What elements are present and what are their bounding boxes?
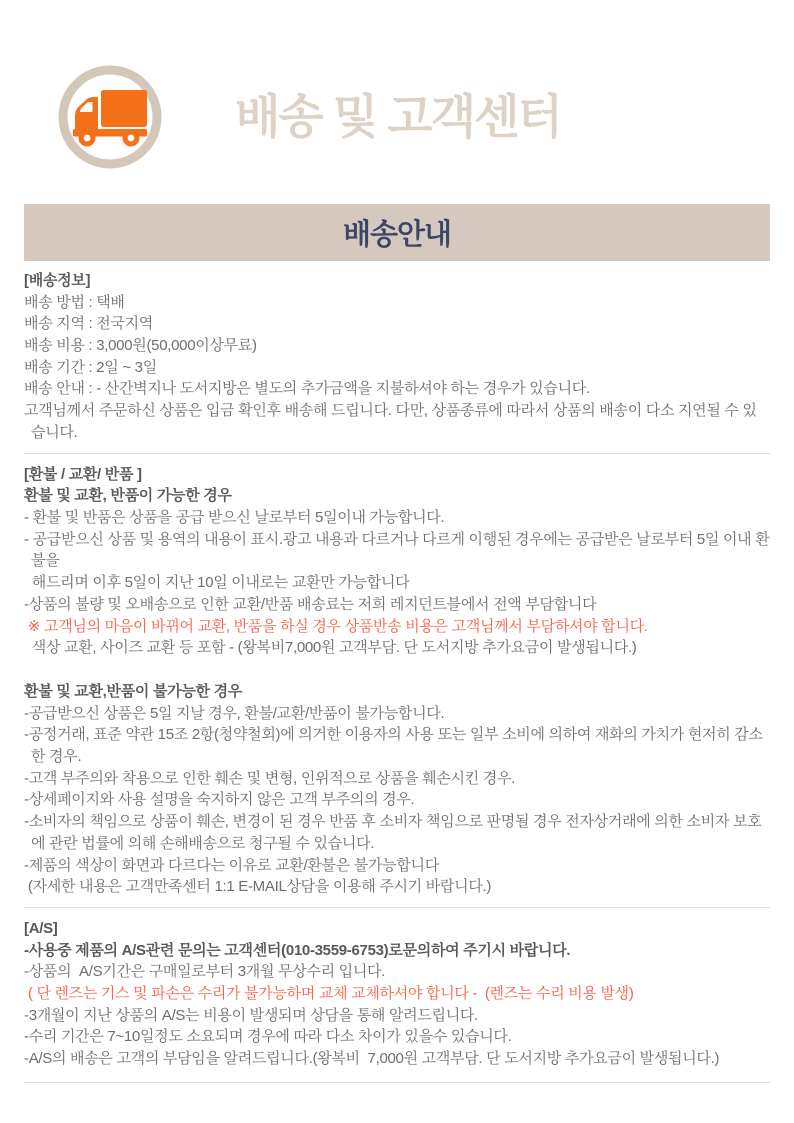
text-line: -공정거래, 표준 약관 15조 2항(청약철회)에 의거한 이용자의 사용 또는 일부 소비에 의하여 재화의 가치가 현저히 감소한 경우. — [24, 726, 763, 766]
text-line: -공급받으신 상품은 5일 지날 경우, 환불/교환/반품이 불가능합니다. — [24, 704, 445, 722]
text-line: -소비자의 책임으로 상품이 훼손, 변경이 된 경우 반품 후 소비자 책임으로 판명될 경우 전자상거래에 의한 소비자 보호에 관란 법률에 의해 손해배송으로 청구될 수 있습니다. — [24, 813, 762, 852]
text-line: 색상 교환, 사이즈 교환 등 포함 - (왕복비7,000원 고객부담. 단 도서지방 추가요금이 발생됩니다.) — [24, 639, 637, 657]
text-line: -고객 부주의와 착용으로 인한 훼손 및 변형, 인위적으로 상품을 훼손시킨 경우. — [24, 769, 515, 787]
section-divider — [24, 453, 770, 454]
text-line: - 환불 및 반품은 상품을 공급 받으신 날로부터 5일이내 가능합니다. — [24, 509, 445, 526]
text-line: -수리 기간은 7~10일정도 소요되며 경우에 따라 다소 차이가 있을수 있습니다. — [24, 1028, 512, 1046]
delivery-truck-icon — [57, 64, 163, 170]
refund-heading: [환불 / 교환/ 반품 ] — [24, 465, 142, 483]
text-line: -A/S의 배송은 고객의 부담임을 알려드립니다.(왕복비 7,000원 고객부담. 단 도서지방 추가요금이 발생됩니다.) — [24, 1050, 720, 1068]
section-after-service — [24, 918, 770, 1070]
text-line: -상품의 A/S기간은 구매일로부터 3개월 무상수리 입니다. — [24, 963, 386, 981]
as-contact-line: -사용중 제품의 A/S관련 문의는 고객센터(010-3559-6753)로문의하여 주기시 바랍니다. — [24, 941, 571, 959]
section-divider — [24, 1082, 770, 1083]
text-line: -상세페이지와 사용 설명을 숙지하지 않은 고객 부주의의 경우. — [24, 791, 415, 809]
text-line: 고객님께서 주문하신 상품은 입금 확인후 배송해 드립니다. 다만, 상품종류에 따라서 상품의 배송이 다소 지연될 수 있습니다. — [24, 402, 757, 441]
shipping-info-heading: [배송정보] — [24, 271, 91, 289]
text-line: 배송 방법 : 택배 — [24, 293, 125, 311]
text-line: 배송 기간 : 2일 ~ 3일 — [24, 358, 157, 376]
banner-title: 배송안내 — [342, 218, 452, 251]
text-line: -상품의 불량 및 오배송으로 인한 교환/반품 배송료는 저희 레지던트블에서 전액 부담합니다 — [24, 595, 597, 613]
text-line: 배송 안내 : - 산간벽지나 도서지방은 별도의 추가금액을 지불하셔야 하는 경우가 있습니다. — [24, 380, 590, 398]
refund-possible-title: 환불 및 교환, 반품이 가능한 경우 — [24, 487, 232, 505]
as-lens-warning-line: ( 단 렌즈는 기스 및 파손은 수리가 불가능하며 교체 교체하셔야 합니다 - (렌즈는 수리 비용 발생) — [24, 985, 634, 1003]
text-line: 배송 비용 : 3,000원(50,000이상무료) — [24, 337, 257, 355]
refund-warning-line: ※ 고객님의 마음이 바뀌어 교환, 반품을 하실 경우 상품반송 비용은 고객님께서 부담하셔야 합니다. — [24, 617, 648, 635]
info-content — [0, 261, 794, 1083]
section-divider — [24, 907, 770, 908]
text-line: 배송 지역 : 전국지역 — [24, 315, 153, 333]
as-heading: [A/S] — [24, 919, 58, 937]
page-title: 배송 및 고객센터 — [235, 90, 561, 144]
text-line: -3개월이 지난 상품의 A/S는 비용이 발생되며 상담을 통해 알려드립니다. — [24, 1006, 478, 1024]
text-line: 해드리며 이후 5일이 지난 10일 이내로는 교환만 가능합니다 — [24, 574, 410, 592]
section-shipping-info — [24, 270, 770, 444]
text-line: (자세한 내용은 고객만족센터 1:1 E-MAIL상담을 이용해 주시기 바랍니다.) — [24, 878, 492, 896]
shipping-guide-banner — [24, 204, 770, 261]
page-header — [0, 0, 794, 172]
refund-impossible-title: 환불 및 교환,반품이 불가능한 경우 — [24, 682, 242, 700]
text-line: - 공급받으신 상품 및 용역의 내용이 표시.광고 내용과 다르거나 다르게 이행된 경우에는 공급받은 날로부터 5일 이내 환불을 — [24, 530, 770, 570]
section-refund-exchange — [24, 464, 770, 898]
text-line: -제품의 색상이 화면과 다르다는 이유로 교환/환불은 불가능합니다 — [24, 856, 439, 874]
